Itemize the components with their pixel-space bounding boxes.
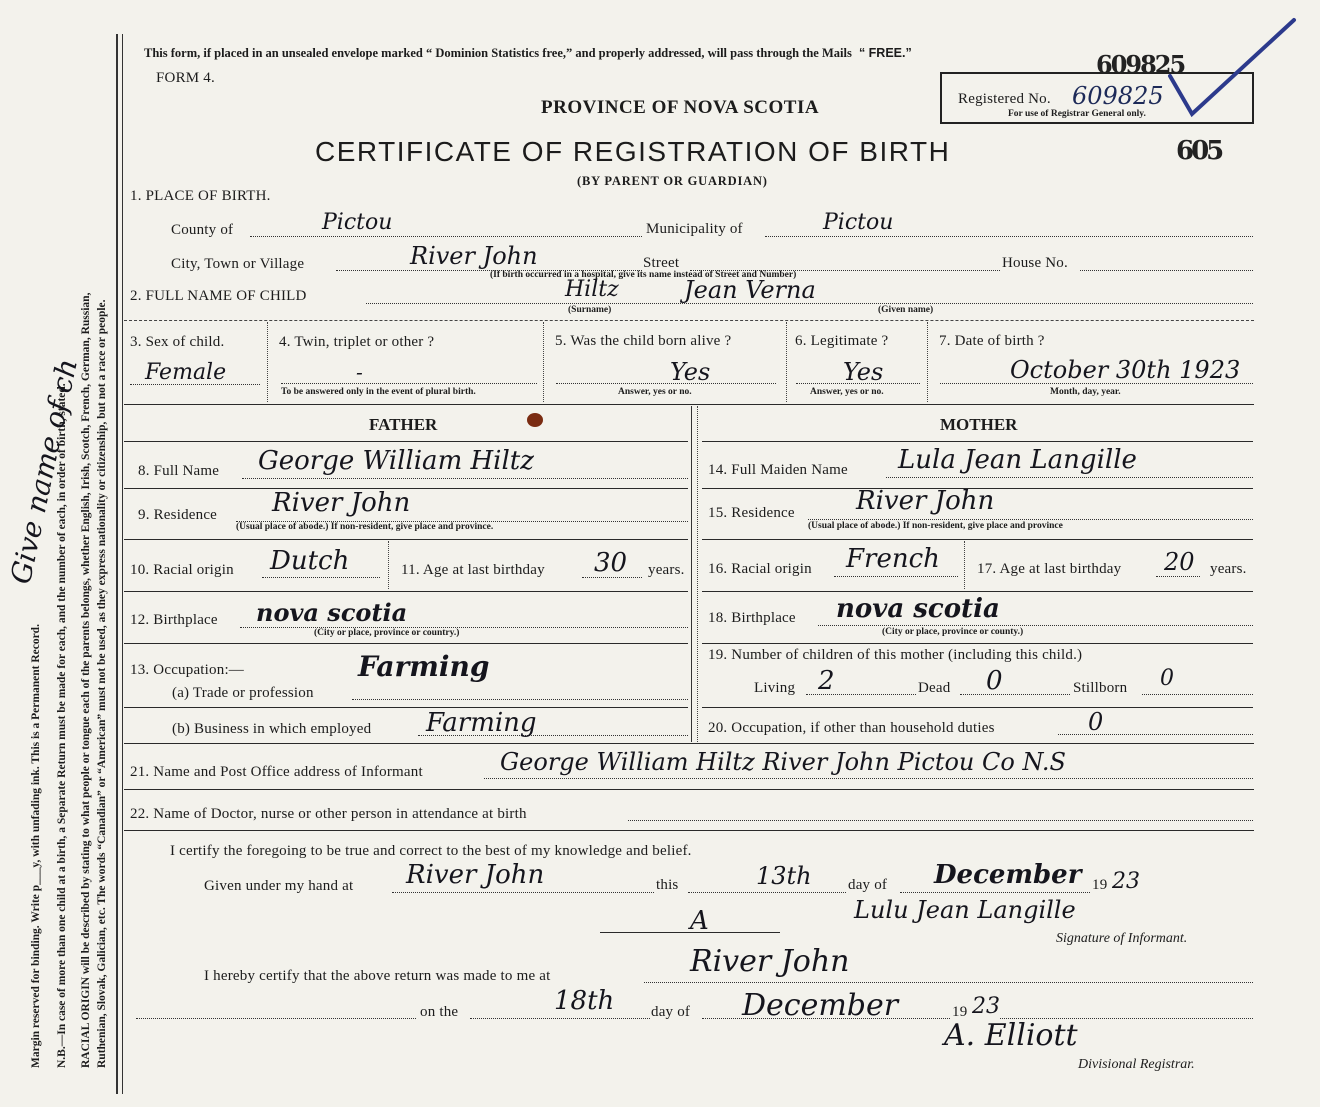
- father-col-divider: [388, 541, 389, 589]
- father-racial-label: 10. Racial origin: [130, 562, 234, 578]
- given-year-value: 23: [1112, 869, 1140, 894]
- given-label: Given under my hand at: [204, 878, 354, 894]
- father-residence-note: (Usual place of abode.) If non-resident, give place and province.: [236, 522, 494, 532]
- child-surname-value: Hiltz: [565, 277, 619, 302]
- signature-line-left: [600, 932, 780, 933]
- informant-signature: Lulu Jean Langille: [854, 896, 1076, 924]
- city-value: River John: [410, 242, 538, 270]
- father-rule-10: [124, 591, 688, 592]
- father-business-value: Farming: [426, 708, 537, 738]
- blue-check-mark: [1160, 14, 1300, 124]
- child-given-value: Jean Verna: [684, 276, 816, 304]
- living-value: 2: [818, 666, 835, 696]
- mail-notice: [144, 46, 912, 61]
- mother-residence-value: River John: [856, 486, 995, 516]
- mother-name-label: 14. Full Maiden Name: [708, 462, 848, 478]
- mother-racial-line: [834, 576, 958, 577]
- registered-number: 609825: [1072, 82, 1164, 110]
- given-place-line: [392, 892, 654, 893]
- father-birthplace-value: nova scotia: [256, 598, 408, 627]
- county-label: County of: [171, 222, 234, 238]
- registrar-day-value: 18th: [554, 986, 615, 1016]
- mail-notice-text: This form, if placed in an unsealed envelope marked “ Dominion Statistics free,” and properly addressed, will pass through the Mails: [144, 46, 852, 60]
- dead-value: 0: [986, 666, 1003, 696]
- doctor-label: 22. Name of Doctor, nurse or other person in attendance at birth: [130, 806, 527, 822]
- informant-label: 21. Name and Post Office address of Informant: [130, 764, 423, 780]
- father-trade-label: (a) Trade or profession: [172, 685, 314, 701]
- registrar-year-value: 23: [972, 994, 1000, 1019]
- street-label: Street: [643, 255, 680, 271]
- divider-1: [124, 320, 1254, 321]
- col-divider-3: [267, 322, 268, 402]
- municipality-label: Municipality of: [646, 221, 743, 237]
- municipality-line: [765, 236, 1253, 237]
- sex-label: 3. Sex of child.: [130, 334, 225, 350]
- dob-note: Month, day, year.: [1050, 387, 1121, 397]
- given-year-prefix: 19: [1092, 877, 1108, 893]
- county-value: Pictou: [322, 210, 393, 235]
- parents-divider-inner: [697, 406, 698, 742]
- mother-racial-value: French: [846, 544, 940, 574]
- county-line: [250, 236, 642, 237]
- twin-line: [281, 383, 537, 384]
- legit-value: Yes: [843, 358, 884, 386]
- twin-note: To be answered only in the event of plural birth.: [281, 387, 476, 397]
- col-divider-6: [927, 322, 928, 402]
- registrar-signature: A. Elliott: [944, 1018, 1078, 1053]
- registrar-month-value: December: [742, 988, 899, 1023]
- this-label: this: [656, 877, 679, 893]
- parents-divider: [691, 406, 692, 742]
- father-name-value: George William Hiltz: [258, 446, 534, 476]
- divider-5: [124, 830, 1254, 831]
- sex-value: Female: [145, 360, 227, 385]
- mother-birthplace-label: 18. Birthplace: [708, 610, 796, 626]
- mother-residence-label: 15. Residence: [708, 505, 795, 521]
- corner-scribble: 605: [1176, 136, 1222, 166]
- on-the-lead-line: [136, 1018, 416, 1019]
- mother-occupation-value: 0: [1088, 708, 1104, 736]
- mother-age-label: 17. Age at last birthday: [977, 561, 1122, 577]
- mother-birthplace-line: [818, 625, 1253, 626]
- registrar-place-line: [644, 982, 1253, 983]
- street-note: (If birth occurred in a hospital, give its name instead of Street and Number): [490, 270, 797, 280]
- mother-rule-19: [702, 707, 1253, 708]
- mother-heading-rule: [702, 441, 1253, 442]
- father-heading: FATHER: [369, 415, 438, 434]
- stillborn-label: Stillborn: [1073, 680, 1128, 696]
- mother-racial-label: 16. Racial origin: [708, 561, 812, 577]
- father-age-label: 11. Age at last birthday: [401, 562, 545, 578]
- legit-label: 6. Legitimate ?: [795, 333, 889, 349]
- registrar-year-prefix: 19: [952, 1004, 968, 1020]
- informant-value: George William Hiltz River John Pictou Co N.S: [500, 748, 1066, 776]
- province-heading: PROVINCE OF NOVA SCOTIA: [541, 97, 820, 118]
- registered-note: For use of Registrar General only.: [1008, 109, 1146, 119]
- certify-statement: I certify the foregoing to be true and correct to the best of my knowledge and belief.: [170, 843, 692, 859]
- given-place-value: River John: [406, 860, 545, 890]
- col-divider-4: [543, 322, 544, 402]
- signature-label: Signature of Informant.: [1056, 931, 1188, 946]
- children-count-label: 19. Number of children of this mother (including this child.): [708, 647, 1083, 663]
- father-trade-line: [352, 699, 688, 700]
- top-scribble: 609825: [1096, 50, 1185, 79]
- margin-handwritten-note: Give name of ch: [4, 355, 84, 587]
- on-the-label: on the: [420, 1004, 459, 1020]
- stillborn-line: [1142, 694, 1253, 695]
- ink-blot: [527, 413, 543, 427]
- municipality-value: Pictou: [823, 210, 894, 235]
- given-day-line: [688, 892, 846, 893]
- mother-rule-16: [702, 591, 1253, 592]
- father-name-label: 8. Full Name: [138, 463, 220, 479]
- legit-note: Answer, yes or no.: [810, 387, 884, 397]
- mother-heading: MOTHER: [940, 415, 1018, 434]
- doctor-line: [628, 820, 1253, 821]
- reg-day-of-label: day of: [651, 1004, 691, 1020]
- binding-rule: [116, 34, 118, 1094]
- twin-label: 4. Twin, triplet or other ?: [279, 334, 435, 350]
- child-surname-note: (Surname): [568, 305, 612, 315]
- divider-4: [124, 789, 1254, 790]
- dob-label: 7. Date of birth ?: [939, 333, 1045, 349]
- page-title: CERTIFICATE OF REGISTRATION OF BIRTH: [315, 136, 951, 167]
- dead-line: [960, 694, 1070, 695]
- registered-label: Registered No.: [958, 91, 1051, 107]
- legit-line: [796, 383, 920, 384]
- father-name-line: [242, 478, 688, 479]
- dob-value: October 30th 1923: [1010, 356, 1241, 384]
- margin-nb-note: N.B.—In case of more than one child at a birth, a Separate Return must be made for each, and the number of each, in order of birth, stated.: [56, 383, 68, 1068]
- registrar-place-value: River John: [690, 944, 850, 979]
- city-label: City, Town or Village: [171, 256, 305, 272]
- divider-3: [124, 743, 1254, 744]
- mother-residence-note: (Usual place of abode.) If non-resident, give place and province: [808, 521, 1063, 531]
- mother-name-value: Lula Jean Langille: [898, 445, 1137, 475]
- alive-value: Yes: [670, 358, 711, 386]
- place-of-birth-heading: 1. PLACE OF BIRTH.: [130, 188, 271, 204]
- stillborn-value: 0: [1160, 666, 1174, 691]
- mother-birthplace-value: nova scotia: [836, 594, 1000, 624]
- margin-racial-note-2: Ruthenian, Slovak, Galician, etc. The words “Canadian” or “American” must not be used, as they express nationality or citizenship, but not a race or people.: [96, 299, 108, 1068]
- form-number: FORM 4.: [156, 70, 215, 86]
- dob-line: [940, 383, 1253, 384]
- mother-age-unit: years.: [1210, 561, 1247, 577]
- mother-occupation-label: 20. Occupation, if other than household duties: [708, 720, 995, 736]
- house-line: [1080, 270, 1253, 271]
- mother-birthplace-note: (City or place, province or county.): [882, 627, 1024, 637]
- given-month-value: December: [934, 860, 1082, 890]
- dead-label: Dead: [918, 680, 951, 696]
- sex-line: [130, 384, 260, 385]
- mother-age-value: 20: [1164, 548, 1195, 576]
- father-business-label: (b) Business in which employed: [172, 721, 372, 737]
- mother-rule-18: [702, 643, 1253, 644]
- day-of-label: day of: [848, 877, 888, 893]
- father-birthplace-line: [240, 627, 688, 628]
- page-subtitle: (BY PARENT OR GUARDIAN): [577, 174, 768, 188]
- informant-line: [484, 778, 1253, 779]
- child-name-label: 2. FULL NAME OF CHILD: [130, 288, 307, 304]
- binding-rule-inner: [122, 34, 123, 1094]
- alive-line: [556, 383, 776, 384]
- father-rule-9: [124, 539, 688, 540]
- twin-value: -: [356, 360, 363, 384]
- father-occupation-value: Farming: [358, 650, 490, 683]
- signature-mark: A: [690, 906, 709, 936]
- mother-rule-15: [702, 539, 1253, 540]
- col-divider-5: [786, 322, 787, 402]
- father-rule-13: [124, 707, 688, 708]
- alive-note: Answer, yes or no.: [618, 387, 692, 397]
- father-age-unit: years.: [648, 562, 685, 578]
- given-day-value: 13th: [756, 862, 812, 890]
- registrar-label: Divisional Registrar.: [1078, 1057, 1195, 1072]
- father-residence-label: 9. Residence: [138, 507, 218, 523]
- father-heading-rule: [124, 441, 688, 442]
- child-given-note: (Given name): [878, 305, 934, 315]
- divider-2: [124, 404, 1254, 405]
- alive-label: 5. Was the child born alive ?: [555, 333, 732, 349]
- father-racial-line: [262, 577, 380, 578]
- father-age-value: 30: [594, 548, 628, 578]
- mother-age-line: [1156, 576, 1200, 577]
- father-birthplace-label: 12. Birthplace: [130, 612, 218, 628]
- mother-residence-line: [808, 519, 1253, 520]
- mother-name-line: [886, 477, 1253, 478]
- registrar-statement: I hereby certify that the above return was made to me at: [204, 968, 551, 984]
- margin-binding-note: Margin reserved for binding. Write p___y, with unfading ink. This is a Permanent Record.: [30, 624, 42, 1068]
- father-rule-12: [124, 643, 688, 644]
- house-label: House No.: [1002, 255, 1068, 271]
- given-month-line: [900, 892, 1090, 893]
- father-residence-value: River John: [272, 488, 411, 518]
- margin-racial-note: RACIAL ORIGIN will be described by stating to what people or tongue each of the parents belongs, whether English, Irish, Scotch, French, German, Russian,: [80, 292, 92, 1068]
- mail-notice-free: “ FREE.”: [858, 46, 912, 60]
- mother-col-divider: [964, 541, 965, 589]
- living-label: Living: [754, 680, 796, 696]
- registrar-day-line: [470, 1018, 650, 1019]
- father-birthplace-note: (City or place, province or country.): [314, 628, 460, 638]
- father-occupation-label: 13. Occupation:—: [130, 662, 245, 678]
- father-racial-value: Dutch: [270, 546, 350, 576]
